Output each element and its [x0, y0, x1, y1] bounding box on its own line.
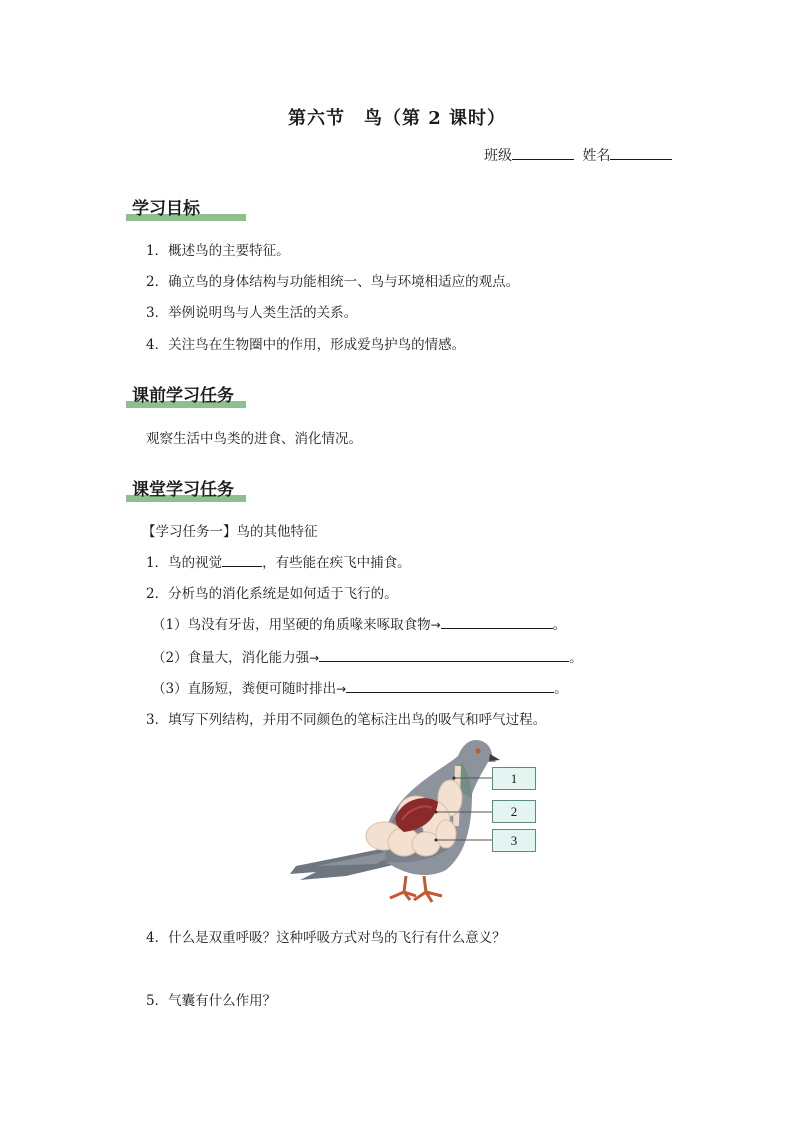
- question-2-1-text: （1）鸟没有牙齿，用坚硬的角质喙来啄取食物: [152, 617, 431, 633]
- class-label: 班级: [484, 148, 512, 164]
- goal-item: 1．概述鸟的主要特征。: [146, 243, 290, 259]
- period: 。: [554, 681, 568, 697]
- figure-label-box-1[interactable]: 1: [492, 767, 536, 790]
- pigeon-respiratory-illustration: [286, 736, 556, 912]
- question-1: [146, 551, 411, 571]
- question-2-3-text: （3）直肠短，粪便可随时排出: [152, 681, 337, 697]
- question-2-3: [152, 677, 568, 697]
- period: 。: [552, 617, 567, 633]
- class-blank[interactable]: [512, 145, 574, 160]
- goal-item: 2．确立鸟的身体结构与功能相统一、鸟与环境相适应的观点。: [146, 274, 520, 290]
- section-title: 课前学习任务: [132, 386, 234, 406]
- answer-blank[interactable]: [319, 647, 569, 662]
- question-2-2: [152, 646, 583, 666]
- class-name-line: [484, 145, 672, 165]
- arrow-icon: →: [336, 682, 347, 696]
- goal-item: 3．举例说明鸟与人类生活的关系。: [146, 305, 358, 321]
- question-1-text-a: 1．鸟的视觉: [146, 555, 223, 571]
- answer-blank[interactable]: [441, 614, 553, 629]
- answer-blank[interactable]: [222, 552, 262, 567]
- preclass-task: 观察生活中鸟类的进食、消化情况。: [146, 431, 362, 447]
- name-label: 姓名: [582, 148, 611, 164]
- arrow-icon: →: [430, 618, 441, 632]
- figure-label-box-2[interactable]: 2: [492, 800, 536, 823]
- arrow-icon: →: [309, 651, 320, 665]
- name-blank[interactable]: [610, 145, 672, 160]
- question-2: 2．分析鸟的消化系统是如何适于飞行的。: [146, 586, 398, 602]
- question-2-1: [152, 613, 566, 633]
- period: 。: [569, 650, 583, 666]
- task-label: 【学习任务一】鸟的其他特征: [142, 524, 318, 540]
- question-4: 4．什么是双重呼吸？这种呼吸方式对鸟的飞行有什么意义？: [146, 930, 506, 946]
- question-5: 5．气囊有什么作用？: [146, 993, 277, 1009]
- page-title: 第六节 鸟（第 2 课时）: [287, 108, 507, 129]
- question-2-2-text: （2）食量大，消化能力强: [152, 650, 310, 666]
- figure-label-box-3[interactable]: 3: [492, 829, 536, 852]
- section-title: 课堂学习任务: [132, 480, 234, 500]
- goal-item: 4．关注鸟在生物圈中的作用，形成爱鸟护鸟的情感。: [146, 337, 466, 353]
- answer-blank[interactable]: [346, 678, 554, 693]
- section-title: 学习目标: [132, 199, 200, 219]
- question-3: 3．填写下列结构，并用不同颜色的笔标注出鸟的吸气和呼气过程。: [146, 712, 547, 728]
- question-1-text-b: ，有些能在疾飞中捕食。: [262, 555, 411, 571]
